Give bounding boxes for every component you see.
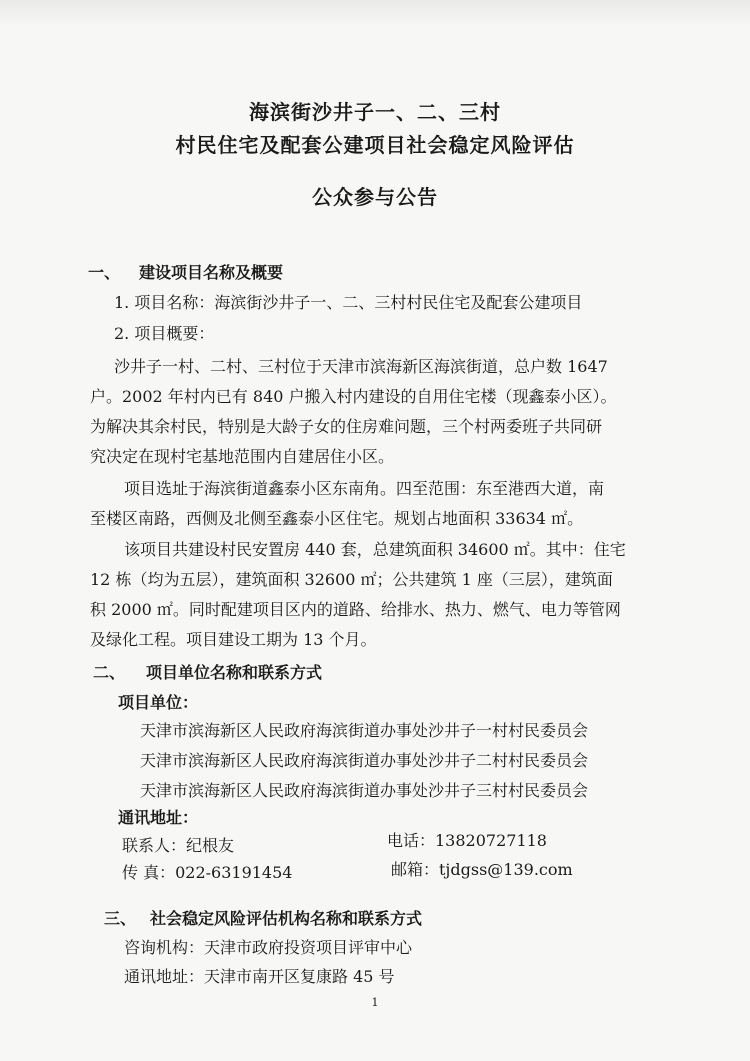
- paragraph-line: 及绿化工程。项目建设工期为 13 个月。: [90, 630, 377, 649]
- phone: 电话：13820727118: [387, 831, 547, 850]
- paragraph-line: 该项目共建设村民安置房 440 套，总建筑面积 34600 ㎡。其中：住宅: [124, 540, 626, 559]
- agency-address: 通讯地址：天津市南开区复康路 45 号: [124, 967, 395, 986]
- section3-number: 三、: [104, 909, 137, 928]
- unit-line: 天津市滨海新区人民政府海滨街道办事处沙井子三村村民委员会: [140, 781, 589, 800]
- project-name: 1. 项目名称：海滨街沙井子一、二、三村村民住宅及配套公建项目: [114, 293, 583, 312]
- section2-number: 二、: [93, 663, 126, 682]
- title-line-2: 村民住宅及配套公建项目社会稳定风险评估: [175, 133, 575, 157]
- address-label: 通讯地址：: [118, 808, 199, 827]
- section1-number: 一、: [88, 263, 121, 282]
- paragraph-line: 项目选址于海滨街道鑫泰小区东南角。四至范围：东至港西大道，南: [124, 479, 605, 498]
- section3-heading: 社会稳定风险评估机构名称和联系方式: [150, 909, 423, 928]
- paragraph-line: 户。2002 年村内已有 840 户搬入村内建设的自用住宅楼（现鑫泰小区）。: [90, 387, 617, 406]
- fax: 传 真：022-63191454: [122, 863, 293, 882]
- scan-shadow: [0, 0, 750, 26]
- paragraph-line: 究决定在现村宅基地范围内自建居住小区。: [90, 447, 395, 466]
- project-unit-label: 项目单位：: [118, 693, 199, 712]
- title-line-3: 公众参与公告: [312, 185, 438, 209]
- paragraph-line: 为解决其余村民，特别是大龄子女的住房难问题，三个村两委班子共同研: [90, 417, 603, 436]
- project-overview-label: 2. 项目概要：: [114, 324, 215, 343]
- unit-line: 天津市滨海新区人民政府海滨街道办事处沙井子二村村民委员会: [140, 751, 589, 770]
- contact-person: 联系人：纪根友: [122, 836, 235, 855]
- section1-heading: 建设项目名称及概要: [139, 263, 284, 282]
- title-line-1: 海滨街沙井子一、二、三村: [249, 100, 501, 124]
- paragraph-line: 至楼区南路，西侧及北侧至鑫泰小区住宅。规划占地面积 33634 ㎡。: [90, 509, 584, 528]
- agency: 咨询机构：天津市政府投资项目评审中心: [124, 938, 413, 957]
- unit-line: 天津市滨海新区人民政府海滨街道办事处沙井子一村村民委员会: [140, 721, 589, 740]
- email: 邮箱：tjdgss@139.com: [391, 860, 573, 879]
- paragraph-line: 沙井子一村、二村、三村位于天津市滨海新区海滨街道，总户数 1647: [114, 357, 608, 376]
- paragraph-line: 积 2000 ㎡。同时配建项目区内的道路、给排水、热力、燃气、电力等管网: [90, 600, 621, 619]
- section2-heading: 项目单位名称和联系方式: [146, 663, 323, 682]
- paragraph-line: 12 栋（均为五层），建筑面积 32600 ㎡；公共建筑 1 座（三层），建筑面: [90, 570, 613, 589]
- page-number: 1: [371, 996, 379, 1009]
